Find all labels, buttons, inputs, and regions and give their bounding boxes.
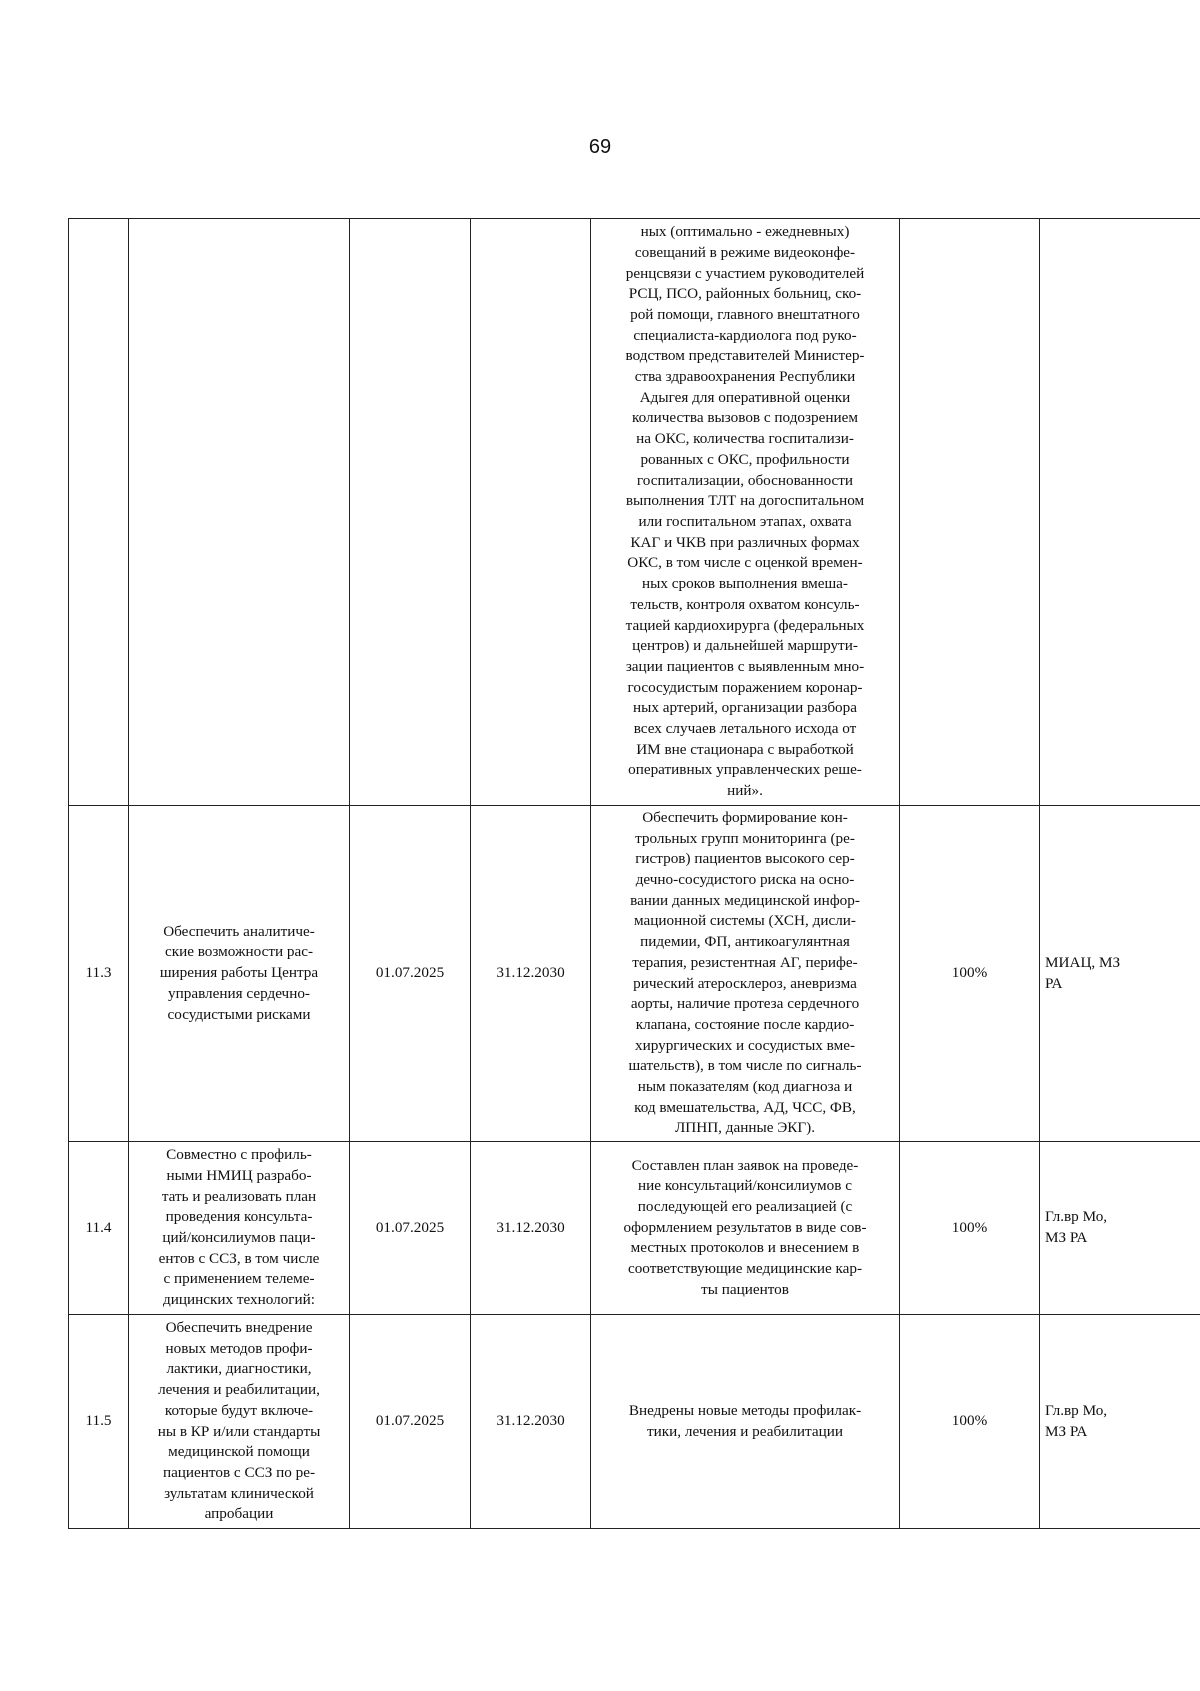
text-line: пациентов с ССЗ по ре- [162, 1463, 316, 1481]
text-line: госпитализации, обоснованности [636, 471, 854, 489]
text-line: Внедрены новые методы профилак- [628, 1401, 862, 1419]
responsible-cell [1040, 1142, 1200, 1315]
text-line: Адыгея для оперативной оценки [639, 388, 851, 406]
text-line: сосудистыми рисками [167, 1005, 311, 1023]
plan-table-body [69, 219, 1200, 1529]
text-line: ЛПНП, данные ЭКГ). [674, 1119, 816, 1137]
percent-cell: 100% [900, 1315, 1040, 1529]
end-date-cell [471, 219, 591, 806]
text-line: всех случаев летального исхода от [633, 720, 857, 738]
text-line: проведения консульта- [165, 1208, 313, 1226]
text-line: апробации [204, 1505, 274, 1523]
text-line: соответствующие медицинские кар- [627, 1260, 863, 1278]
result-cell [591, 806, 900, 1142]
text-line: ты пациентов [701, 1280, 789, 1298]
start-date-cell: 01.07.2025 [350, 806, 471, 1142]
table-row [69, 219, 1200, 806]
text-line: ным показателям (код диагноза и [637, 1078, 853, 1096]
text-line: водством представителей Министер- [625, 347, 865, 365]
text-line: совещаний в режиме видеоконфе- [634, 243, 856, 261]
text-line: количества вызовов с подозрением [632, 409, 858, 427]
plan-table [68, 218, 1200, 1529]
end-date-cell: 31.12.2030 [471, 1315, 591, 1529]
text-line: управления сердечно- [168, 984, 310, 1002]
text-line: терапия, резистентная АГ, перифе- [632, 953, 858, 971]
text-line: ства здравоохранения Республики [634, 368, 856, 386]
text-line: ние консультаций/консилиумов с [638, 1177, 852, 1195]
text-line: трольных групп мониторинга (ре- [635, 829, 855, 847]
text-line: рический атеросклероз, аневризма [633, 974, 857, 992]
text-line: тать и реализовать план [161, 1187, 317, 1205]
text-line: центров) и дальнейшей маршрути- [632, 637, 858, 655]
text-line: МЗ РА [1045, 1422, 1088, 1440]
text-line: ными НМИЦ разрабо- [166, 1166, 312, 1184]
text-line: шательств), в том числе по сигналь- [628, 1057, 862, 1075]
text-line: дицинских технологий: [162, 1291, 316, 1309]
text-line: рованных с ОКС, профильности [640, 450, 850, 468]
text-line: код вмешательства, АД, ЧСС, ФВ, [634, 1098, 856, 1116]
text-line: гососудистым поражением коронар- [627, 678, 863, 696]
text-line: ентов с ССЗ, в том числе [158, 1249, 320, 1267]
text-line: или госпитальном этапах, охвата [638, 513, 852, 530]
text-line: медицинской помощи [168, 1443, 310, 1461]
text-line: оперативных управленческих реше- [628, 761, 862, 779]
text-line: РСЦ, ПСО, районных больниц, ско- [628, 285, 862, 303]
text-line: новых методов профи- [165, 1339, 313, 1357]
item-number-cell: 11.4 [69, 1142, 129, 1315]
item-number-cell: 11.5 [69, 1315, 129, 1529]
text-line: мационной системы (ХСН, дисли- [634, 912, 856, 930]
text-line: Гл.вр Мо, [1045, 1208, 1108, 1226]
result-cell [591, 219, 900, 806]
text-line: ний». [727, 782, 763, 800]
text-line: хирургических и сосудистых вме- [634, 1036, 856, 1054]
event-cell [129, 1315, 350, 1529]
text-line: зультатам клинической [164, 1484, 314, 1502]
text-line: аорты, наличие протеза сердечного [630, 995, 860, 1013]
text-line: ных артерий, организации разбора [632, 699, 857, 717]
text-line: с применением телеме- [163, 1270, 315, 1288]
text-line: дечно-сосудистого риска на осно- [635, 870, 855, 888]
result-cell [591, 1315, 900, 1529]
text-line: местных протоколов и внесением в [630, 1239, 860, 1257]
table-row [69, 1142, 1200, 1315]
text-line: вании данных медицинской инфор- [630, 891, 860, 909]
text-line: лактики, диагностики, [166, 1360, 312, 1378]
text-line: Составлен план заявок на проведе- [631, 1156, 859, 1174]
text-line: Обеспечить формирование кон- [642, 808, 848, 826]
text-line: МЗ РА [1045, 1229, 1088, 1246]
text-line: ных (оптимально - ежедневных) [640, 223, 850, 241]
text-line: тики, лечения и реабилитации [647, 1422, 843, 1440]
table-row [69, 806, 1200, 1142]
responsible-cell [1040, 219, 1200, 806]
text-line: ИМ вне стационара с выработкой [636, 740, 854, 758]
percent-cell: 100% [900, 1142, 1040, 1315]
text-line: зации пациентов с выявленным мно- [625, 657, 865, 675]
text-line: Гл.вр Мо, [1045, 1401, 1108, 1419]
start-date-cell: 01.07.2025 [350, 1315, 471, 1529]
text-line: Обеспечить внедрение [165, 1318, 313, 1336]
text-line: ОКС, в том числе с оценкой времен- [627, 554, 863, 572]
start-date-cell: 01.07.2025 [350, 1142, 471, 1315]
text-line: пидемии, ФП, антикоагулянтная [640, 933, 850, 951]
responsible-cell [1040, 1315, 1200, 1529]
event-cell [129, 806, 350, 1142]
percent-cell [900, 219, 1040, 806]
text-line: ций/консилиумов паци- [162, 1229, 316, 1246]
text-line: оформлением результатов в виде сов- [623, 1218, 867, 1236]
end-date-cell: 31.12.2030 [471, 806, 591, 1142]
item-number-cell [69, 219, 129, 806]
percent-cell: 100% [900, 806, 1040, 1142]
end-date-cell: 31.12.2030 [471, 1142, 591, 1315]
text-line: последующей его реализацией (с [637, 1197, 853, 1215]
text-line: ных сроков выполнения вмеша- [642, 575, 848, 593]
text-line: тельств, контроля охватом консуль- [630, 595, 860, 613]
event-cell [129, 1142, 350, 1315]
text-line: МИАЦ, МЗ [1045, 953, 1121, 971]
text-line: клапана, состояние после кардио- [635, 1015, 855, 1033]
text-line: Совместно с профиль- [166, 1146, 312, 1164]
text-line: специалиста-кардиолога под руко- [633, 326, 857, 344]
text-line: ские возможности рас- [164, 943, 314, 961]
text-line: которые будут включе- [164, 1401, 314, 1419]
text-line: на ОКС, количества госпитализи- [636, 430, 854, 448]
responsible-cell [1040, 806, 1200, 1142]
text-line: рой помощи, главного внештатного [630, 305, 860, 323]
result-cell [591, 1142, 900, 1315]
text-line: ширения работы Центра [159, 964, 319, 982]
text-line: тацией кардиохирурга (федеральных [625, 616, 865, 634]
item-number-cell: 11.3 [69, 806, 129, 1142]
start-date-cell [350, 219, 471, 806]
text-line: КАГ и ЧКВ при различных формах [630, 533, 860, 551]
text-line: Обеспечить аналитиче- [163, 922, 315, 940]
text-line: РА [1045, 974, 1063, 992]
event-cell [129, 219, 350, 806]
text-line: лечения и реабилитации, [158, 1381, 320, 1399]
table-row [69, 1315, 1200, 1529]
text-line: выполнения ТЛТ на догоспитальном [625, 492, 865, 510]
text-line: ны в КР и/или стандарты [157, 1422, 321, 1440]
page-number: 69 [588, 136, 612, 158]
text-line: ренцсвязи с участием руководителей [625, 264, 865, 282]
text-line: гистров) пациентов высокого сер- [635, 850, 855, 868]
